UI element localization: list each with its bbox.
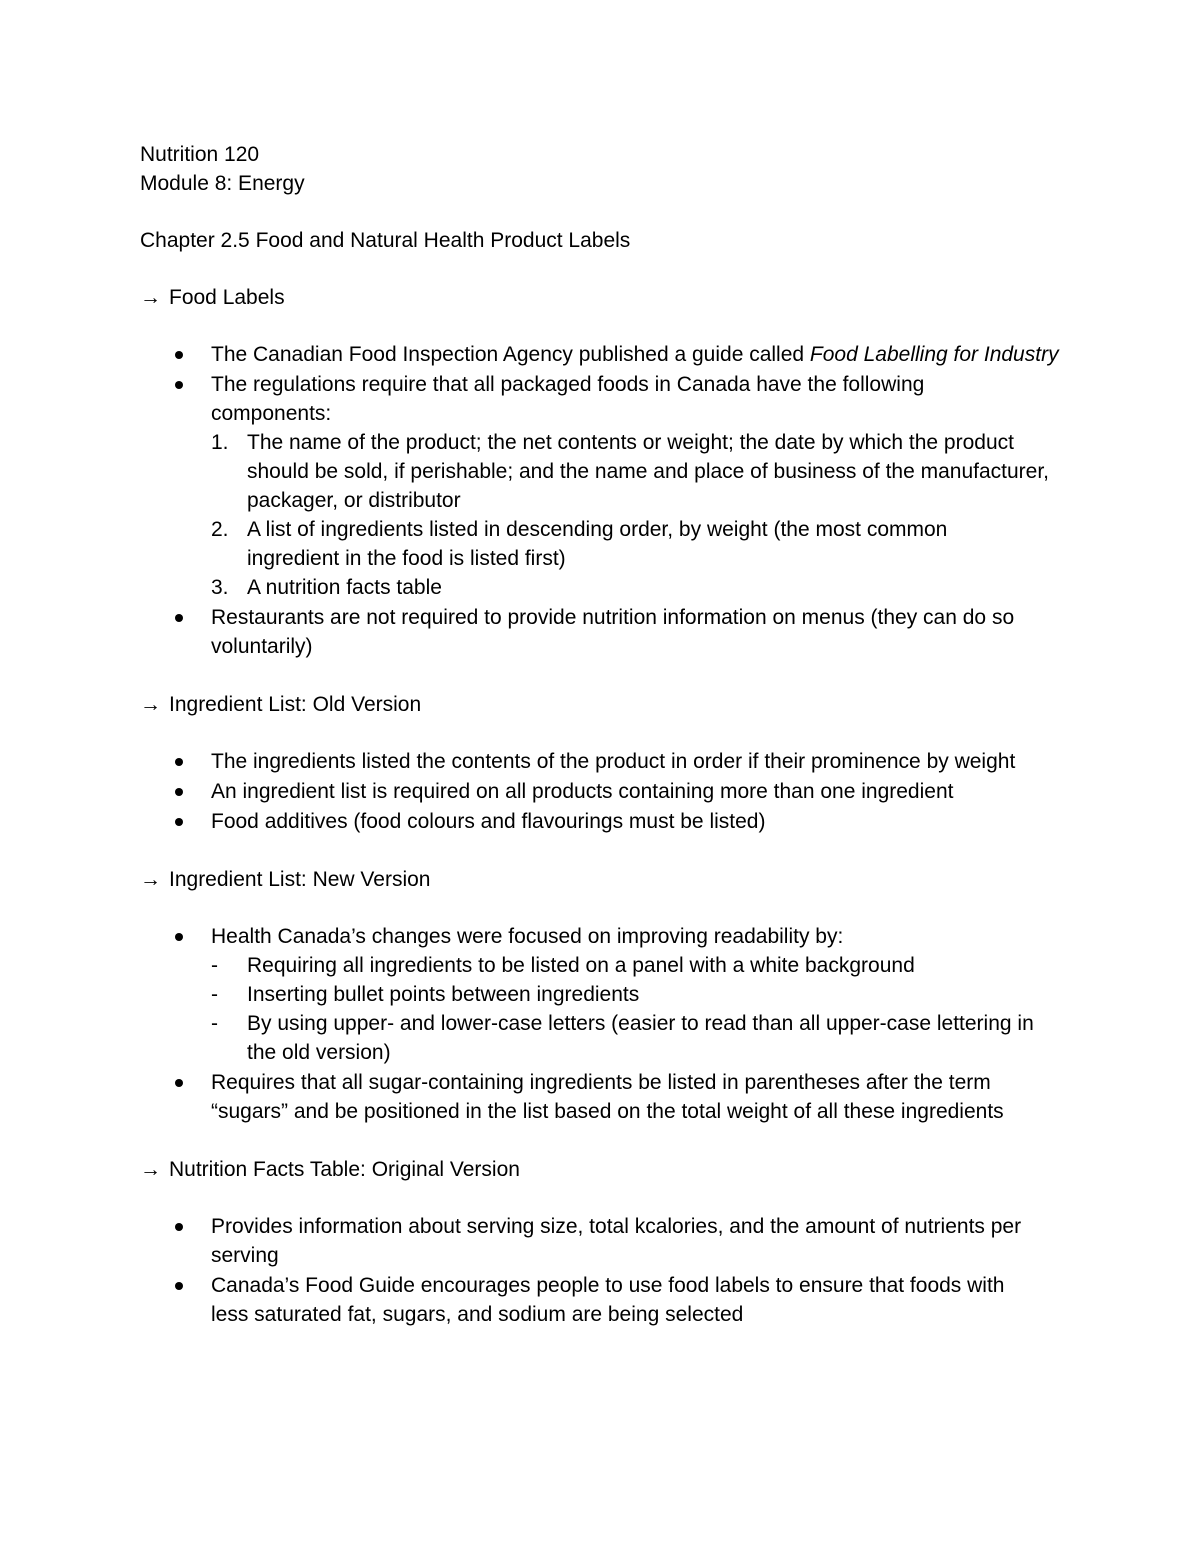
bullet-icon [175,381,183,389]
arrow-icon: → [140,1158,161,1181]
dash-item: - Inserting bullet points between ingredients [211,983,640,1006]
arrow-icon: → [140,868,161,891]
list-item: The regulations require that all packaged foods in Canada have the following components: 1. The name of the product; the net contents or weight; the date by which the product should be sold, if perishable; and the name and place of business of the manufacturer, packager, or distributor 2. A list of ingredients listed in descending order, by weight (the most common ingredient in the food is listed first) 3. A nutrition facts table [140,370,1080,602]
list-item: Health Canada’s changes were focused on improving readability by: - Requiring all ingredients to be listed on a panel with a white background - Inserting bullet points between ingredients - By using upper- and lower-case letters (easier to read than all upper-case lettering in the old version) [140,922,1080,1067]
numbered-list [211,428,1080,602]
numbered-item: 3. A nutrition facts table [211,576,442,599]
list-item: Canada’s Food Guide encourages people to use food labels to ensure that foods with less saturated fat, sugars, and sodium are being selected [140,1271,1080,1329]
section-heading-ingredient-new: → Ingredient List: New Version [140,865,1080,894]
bullet-icon [175,1079,183,1087]
arrow-icon: → [140,693,161,716]
bullet-icon [175,788,183,796]
bullet-icon [175,351,183,359]
food-labels-list [140,340,1080,661]
numbered-item: 2. A list of ingredients listed in descending order, by weight (the most common ingredient in the food is listed first) [211,518,948,570]
ingredient-old-list [140,747,1080,836]
list-item: Restaurants are not required to provide nutrition information on menus (they can do so voluntarily) [140,603,1080,661]
course-title: Nutrition 120 [140,143,260,166]
chapter-title: Chapter 2.5 Food and Natural Health Product Labels [140,229,631,252]
bullet-icon [175,818,183,826]
list-item: The ingredients listed the contents of the product in order if their prominence by weight [140,747,1080,776]
bullet-icon [175,758,183,766]
section-heading-nutrition-facts: → Nutrition Facts Table: Original Version [140,1155,1080,1184]
list-item: An ingredient list is required on all products containing more than one ingredient [140,777,1080,806]
dash-list [211,951,1080,1067]
dash-item: - By using upper- and lower-case letters (easier to read than all upper-case lettering in the old version) [211,1012,1034,1064]
section-heading-ingredient-old: → Ingredient List: Old Version [140,690,1080,719]
list-item: Requires that all sugar-containing ingredients be listed in parentheses after the term “sugars” and be positioned in the list based on the total weight of all these ingredients [140,1068,1080,1126]
list-item: Provides information about serving size, total kcalories, and the amount of nutrients per serving [140,1212,1080,1270]
bullet-icon [175,933,183,941]
numbered-item: 1. The name of the product; the net contents or weight; the date by which the product should be sold, if perishable; and the name and place of business of the manufacturer, packager, or distributor [211,431,1050,512]
bullet-icon [175,1223,183,1231]
arrow-icon: → [140,286,161,309]
document-page [140,140,1080,1330]
list-item: The Canadian Food Inspection Agency published a guide called Food Labelling for Industry [140,340,1080,369]
list-item: Food additives (food colours and flavourings must be listed) [140,807,1080,836]
ingredient-new-list [140,922,1080,1126]
module-title: Module 8: Energy [140,172,305,195]
guide-title: Food Labelling for Industry [809,343,1059,366]
nutrition-facts-list [140,1212,1080,1329]
bullet-icon [175,1282,183,1290]
dash-item: - Requiring all ingredients to be listed on a panel with a white background [211,954,915,977]
section-heading-food-labels: → Food Labels [140,283,1080,312]
bullet-icon [175,614,183,622]
